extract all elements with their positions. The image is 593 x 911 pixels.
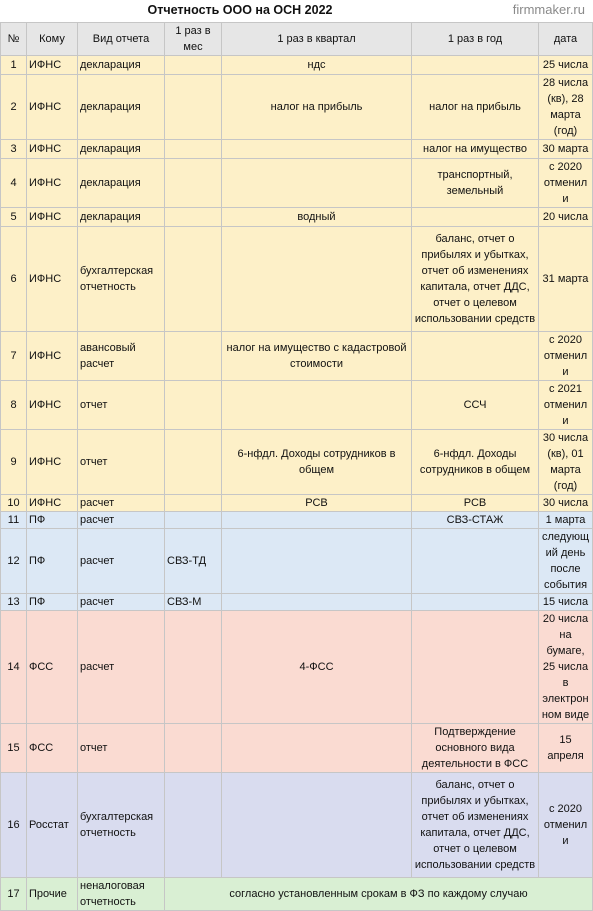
cell-yearly: баланс, отчет о прибылях и убытках, отчет об изменениях капитала, отчет ДДС, отчет о целевом использовании средств: [412, 773, 539, 878]
table-row: [1, 878, 593, 911]
cell-number: 10: [1, 495, 27, 512]
cell-quarterly: налог на имущество с кадастровой стоимости: [222, 332, 412, 381]
cell-yearly: налог на прибыль: [412, 75, 539, 140]
cell-monthly: [165, 208, 222, 227]
cell-quarterly: [222, 773, 412, 878]
cell-date: 1 марта: [539, 512, 593, 529]
cell-yearly: 6-нфдл. Доходы сотрудников в общем: [412, 430, 539, 495]
cell-monthly: [165, 512, 222, 529]
cell-date: 15 апреля: [539, 724, 593, 773]
cell-to: ИФНС: [27, 430, 78, 495]
header-kind: Вид отчета: [78, 23, 165, 56]
cell-number: 7: [1, 332, 27, 381]
cell-yearly: [412, 56, 539, 75]
cell-merged-note: согласно установленным срокам в ФЗ по каждому случаю: [165, 878, 593, 911]
cell-number: 4: [1, 159, 27, 208]
header-quarterly: 1 раз в квартал: [222, 23, 412, 56]
header-to: Кому: [27, 23, 78, 56]
cell-to: ПФ: [27, 594, 78, 611]
cell-number: 12: [1, 529, 27, 594]
table-header-row: [1, 23, 593, 56]
table-row: [1, 381, 593, 430]
cell-monthly: [165, 140, 222, 159]
table-row: [1, 140, 593, 159]
cell-kind: расчет: [78, 611, 165, 724]
cell-kind: бухгалтерская отчетность: [78, 227, 165, 332]
header-date: дата: [539, 23, 593, 56]
table-row: [1, 773, 593, 878]
cell-to: ФСС: [27, 724, 78, 773]
cell-date: 20 числа: [539, 208, 593, 227]
cell-yearly: транспортный, земельный: [412, 159, 539, 208]
table-row: [1, 227, 593, 332]
cell-quarterly: [222, 381, 412, 430]
cell-kind: авансовый расчет: [78, 332, 165, 381]
cell-monthly: [165, 75, 222, 140]
cell-yearly: [412, 611, 539, 724]
cell-monthly: СВЗ-М: [165, 594, 222, 611]
table-row: [1, 611, 593, 724]
table-row: [1, 512, 593, 529]
header-yearly: 1 раз в год: [412, 23, 539, 56]
cell-yearly: [412, 332, 539, 381]
cell-date: 28 числа (кв), 28 марта (год): [539, 75, 593, 140]
cell-quarterly: [222, 512, 412, 529]
cell-quarterly: [222, 529, 412, 594]
cell-to: ФСС: [27, 611, 78, 724]
cell-monthly: [165, 56, 222, 75]
cell-number: 9: [1, 430, 27, 495]
cell-number: 13: [1, 594, 27, 611]
cell-monthly: [165, 430, 222, 495]
table-row: [1, 594, 593, 611]
cell-quarterly: 4-ФСС: [222, 611, 412, 724]
cell-kind: расчет: [78, 495, 165, 512]
table-row: [1, 332, 593, 381]
cell-yearly: РСВ: [412, 495, 539, 512]
cell-to: Прочие: [27, 878, 78, 911]
cell-date: с 2020 отменили: [539, 159, 593, 208]
cell-kind: расчет: [78, 594, 165, 611]
cell-kind: декларация: [78, 75, 165, 140]
cell-to: ИФНС: [27, 140, 78, 159]
cell-yearly: ССЧ: [412, 381, 539, 430]
cell-monthly: [165, 724, 222, 773]
cell-number: 15: [1, 724, 27, 773]
cell-yearly: налог на имущество: [412, 140, 539, 159]
cell-date: 15 числа: [539, 594, 593, 611]
cell-kind: бухгалтерская отчетность: [78, 773, 165, 878]
cell-quarterly: [222, 724, 412, 773]
table-row: [1, 56, 593, 75]
cell-yearly: [412, 529, 539, 594]
header-number: №: [1, 23, 27, 56]
table-row: [1, 430, 593, 495]
table-row: [1, 529, 593, 594]
header-monthly: 1 раз в мес: [165, 23, 222, 56]
cell-to: ИФНС: [27, 56, 78, 75]
cell-number: 5: [1, 208, 27, 227]
cell-quarterly: водный: [222, 208, 412, 227]
table-row: [1, 208, 593, 227]
cell-date: 30 числа: [539, 495, 593, 512]
cell-yearly: баланс, отчет о прибылях и убытках, отчет об изменениях капитала, отчет ДДС, отчет о целевом использовании средств: [412, 227, 539, 332]
cell-number: 16: [1, 773, 27, 878]
cell-monthly: [165, 332, 222, 381]
site-watermark: firmmaker.ru: [512, 2, 585, 17]
cell-to: ИФНС: [27, 495, 78, 512]
cell-to: ИФНС: [27, 159, 78, 208]
cell-quarterly: 6-нфдл. Доходы сотрудников в общем: [222, 430, 412, 495]
cell-date: 30 марта: [539, 140, 593, 159]
cell-to: ПФ: [27, 529, 78, 594]
cell-date: 25 числа: [539, 56, 593, 75]
cell-kind: декларация: [78, 208, 165, 227]
cell-kind: расчет: [78, 529, 165, 594]
reporting-table: [0, 22, 593, 911]
cell-to: ИФНС: [27, 75, 78, 140]
cell-kind: отчет: [78, 381, 165, 430]
cell-yearly: [412, 594, 539, 611]
cell-quarterly: налог на прибыль: [222, 75, 412, 140]
cell-date: с 2020 отменили: [539, 773, 593, 878]
cell-number: 2: [1, 75, 27, 140]
cell-number: 17: [1, 878, 27, 911]
table-row: [1, 75, 593, 140]
cell-kind: отчет: [78, 430, 165, 495]
cell-to: ИФНС: [27, 381, 78, 430]
cell-quarterly: [222, 594, 412, 611]
cell-date: с 2020 отменили: [539, 332, 593, 381]
cell-number: 1: [1, 56, 27, 75]
cell-quarterly: [222, 227, 412, 332]
cell-monthly: СВЗ-ТД: [165, 529, 222, 594]
title-row: [0, 0, 593, 23]
cell-kind: декларация: [78, 159, 165, 208]
cell-monthly: [165, 611, 222, 724]
table-row: [1, 159, 593, 208]
cell-kind: декларация: [78, 56, 165, 75]
cell-number: 3: [1, 140, 27, 159]
cell-date: 30 числа (кв), 01 марта (год): [539, 430, 593, 495]
cell-monthly: [165, 773, 222, 878]
cell-number: 14: [1, 611, 27, 724]
cell-to: Росстат: [27, 773, 78, 878]
cell-date: 31 марта: [539, 227, 593, 332]
cell-kind: неналоговая отчетность: [78, 878, 165, 911]
cell-monthly: [165, 495, 222, 512]
cell-date: 20 числа на бумаге, 25 числа в электронном виде: [539, 611, 593, 724]
cell-to: ИФНС: [27, 208, 78, 227]
cell-yearly: СВЗ-СТАЖ: [412, 512, 539, 529]
cell-to: ИФНС: [27, 332, 78, 381]
cell-to: ПФ: [27, 512, 78, 529]
cell-date: с 2021 отменили: [539, 381, 593, 430]
cell-quarterly: РСВ: [222, 495, 412, 512]
page-title: Отчетность ООО на ОСН 2022: [147, 3, 333, 17]
cell-monthly: [165, 159, 222, 208]
cell-date: следующий день после события: [539, 529, 593, 594]
cell-to: ИФНС: [27, 227, 78, 332]
cell-kind: расчет: [78, 512, 165, 529]
cell-quarterly: ндс: [222, 56, 412, 75]
cell-yearly: [412, 208, 539, 227]
table-row: [1, 495, 593, 512]
cell-monthly: [165, 381, 222, 430]
cell-number: 8: [1, 381, 27, 430]
cell-yearly: Подтверждение основного вида деятельности в ФСС: [412, 724, 539, 773]
cell-quarterly: [222, 159, 412, 208]
cell-monthly: [165, 227, 222, 332]
cell-number: 11: [1, 512, 27, 529]
cell-quarterly: [222, 140, 412, 159]
cell-kind: отчет: [78, 724, 165, 773]
cell-kind: декларация: [78, 140, 165, 159]
cell-number: 6: [1, 227, 27, 332]
table-row: [1, 724, 593, 773]
